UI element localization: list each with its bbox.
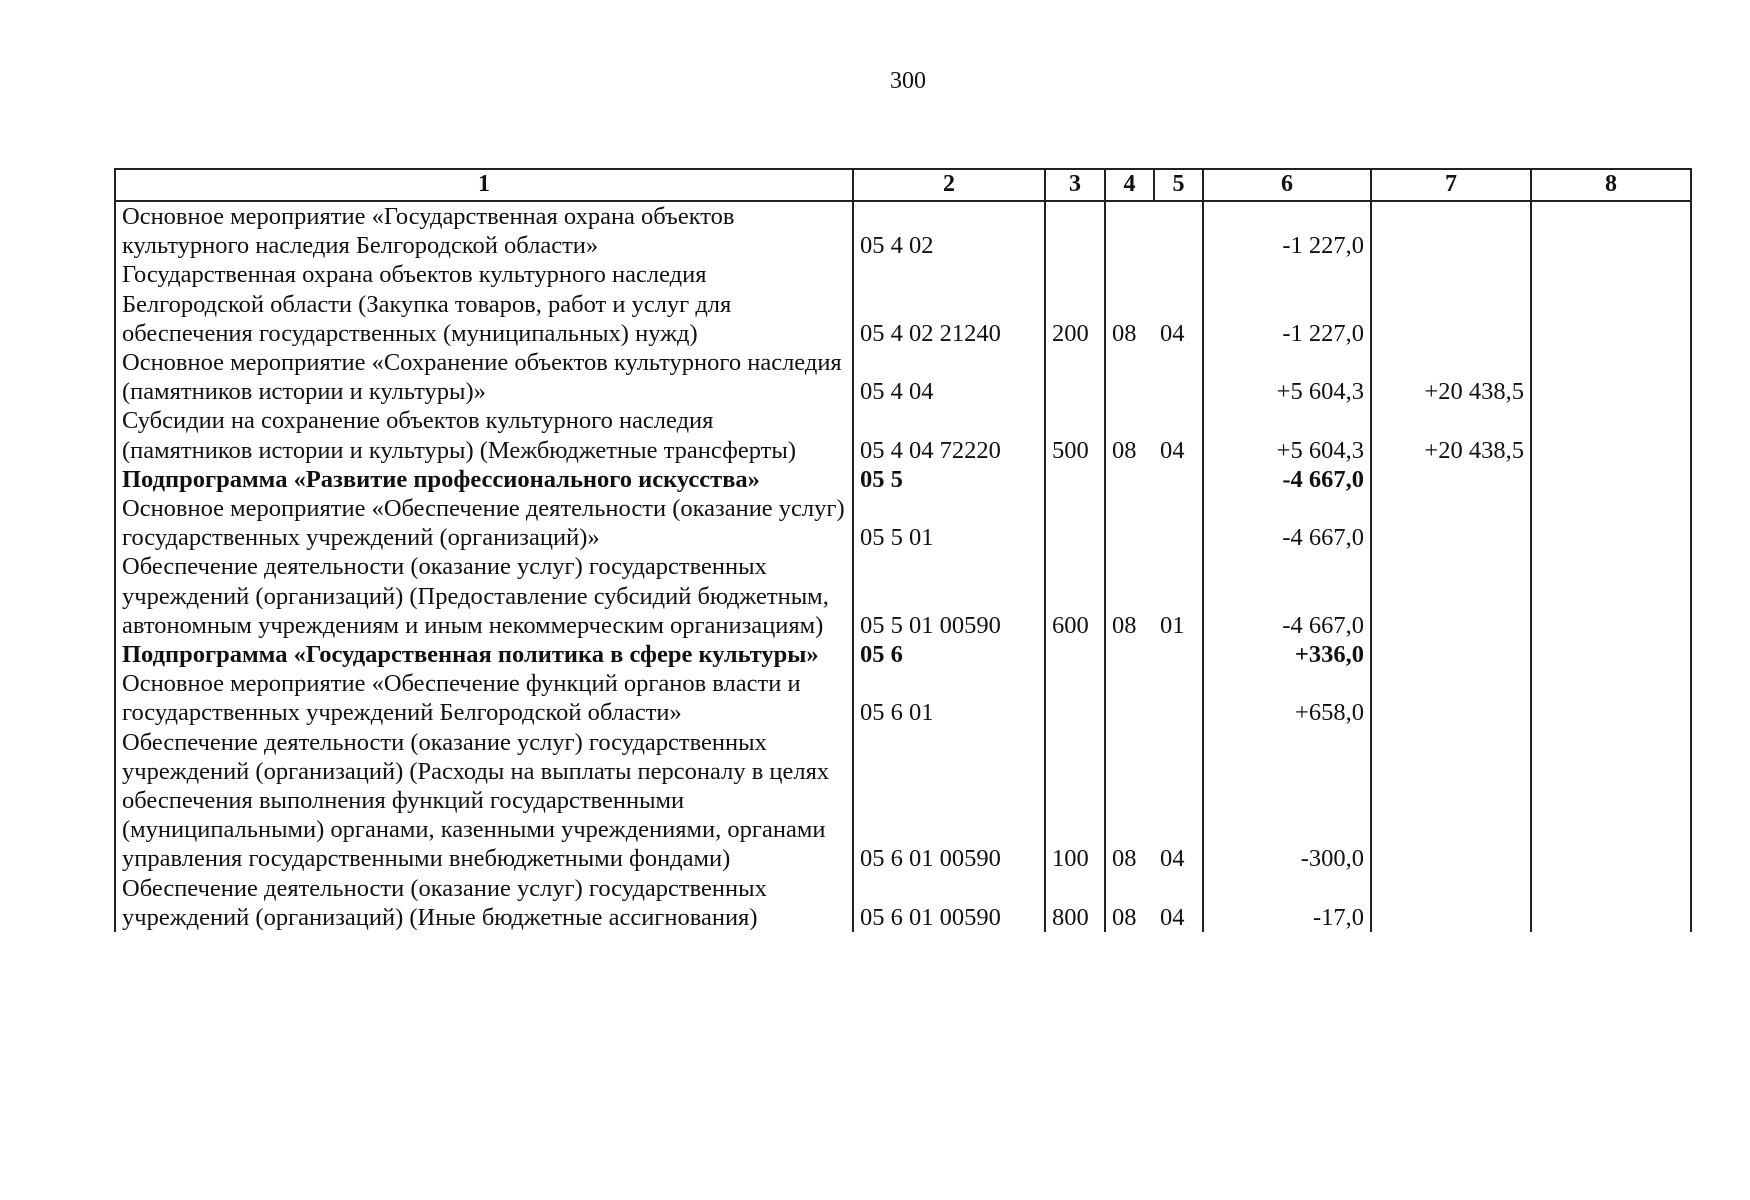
cell-col-7: +20 438,5 — [1371, 406, 1531, 464]
cell-col-7 — [1371, 640, 1531, 669]
cell-col-6: +658,0 — [1203, 669, 1371, 727]
cell-name: Подпрограмма «Государственная политика в сфере культуры» — [115, 640, 853, 669]
cell-code: 05 6 — [853, 640, 1045, 669]
cell-col-4 — [1105, 201, 1154, 260]
cell-col-7: +20 438,5 — [1371, 348, 1531, 406]
cell-col-7 — [1371, 260, 1531, 348]
table-row — [115, 201, 1691, 260]
cell-name: Государственная охрана объектов культурного наследия Белгородской области (Закупка товаров, работ и услуг для обеспечения государственных (муниципальных) нужд) — [115, 260, 853, 348]
header-col-3: 3 — [1045, 169, 1105, 201]
cell-col-6: -4 667,0 — [1203, 465, 1371, 494]
cell-col-8 — [1531, 201, 1691, 260]
cell-col-5: 04 — [1160, 436, 1185, 464]
cell-code: 05 4 02 21240 — [853, 260, 1045, 348]
cell-code: 05 6 01 00590 — [853, 874, 1045, 932]
cell-col-8 — [1531, 406, 1691, 464]
cell-col-5 — [1154, 494, 1203, 552]
cell-col-3: 600 — [1045, 552, 1105, 640]
cell-col-4: 08 — [1112, 845, 1137, 873]
table-row — [115, 728, 1691, 874]
cell-name: Обеспечение деятельности (оказание услуг) государственных учреждений (организаций) (Предоставление субсидий бюджетным, автономным учреждениям и иным некоммерческим организациям) — [115, 552, 853, 640]
cell-col-5: 04 — [1160, 319, 1185, 347]
cell-code: 05 4 04 72220 — [853, 406, 1045, 464]
cell-col-4 — [1105, 494, 1154, 552]
cell-col-8 — [1531, 669, 1691, 727]
header-row — [115, 169, 1691, 201]
table-row — [115, 552, 1691, 640]
cell-col-3 — [1045, 348, 1105, 406]
cell-col-3: 800 — [1045, 874, 1105, 932]
cell-col-3: 200 — [1045, 260, 1105, 348]
cell-col-8 — [1531, 465, 1691, 494]
header-col-6: 6 — [1203, 169, 1371, 201]
cell-col-8 — [1531, 874, 1691, 932]
cell-col-7 — [1371, 669, 1531, 727]
table-row — [115, 494, 1691, 552]
cell-col-6: -1 227,0 — [1203, 260, 1371, 348]
cell-code: 05 6 01 00590 — [853, 728, 1045, 874]
cell-name: Основное мероприятие «Сохранение объектов культурного наследия (памятников истории и культуры)» — [115, 348, 853, 406]
cell-col-6: -4 667,0 — [1203, 552, 1371, 640]
cell-col-6: -17,0 — [1203, 874, 1371, 932]
cell-col-4: 08 — [1112, 319, 1137, 347]
cell-col-3: 500 — [1045, 406, 1105, 464]
header-col-8: 8 — [1531, 169, 1691, 201]
cell-col-8 — [1531, 728, 1691, 874]
cell-col-8 — [1531, 494, 1691, 552]
cell-col-4 — [1105, 348, 1154, 406]
cell-col-5: 04 — [1160, 903, 1185, 931]
cell-col-6: -300,0 — [1203, 728, 1371, 874]
cell-name: Основное мероприятие «Государственная охрана объектов культурного наследия Белгородской области» — [115, 201, 853, 260]
cell-col-3 — [1045, 201, 1105, 260]
cell-col-5 — [1154, 465, 1203, 494]
table-row — [115, 406, 1691, 464]
cell-col-4: 08 — [1112, 903, 1137, 931]
budget-table — [114, 168, 1692, 932]
budget-table-container — [114, 168, 1692, 932]
cell-name: Обеспечение деятельности (оказание услуг) государственных учреждений (организаций) (Расходы на выплаты персоналу в целях обеспечения выполнения функций государственными (муниципальными) органами, казенными учреждениями, органами управления государственными внебюджетными фондами) — [115, 728, 853, 874]
table-row — [115, 669, 1691, 727]
cell-col-7 — [1371, 465, 1531, 494]
cell-code: 05 5 — [853, 465, 1045, 494]
table-row — [115, 640, 1691, 669]
cell-col-7 — [1371, 201, 1531, 260]
cell-col-4: 08 — [1112, 436, 1137, 464]
cell-col-5 — [1154, 669, 1203, 727]
cell-col-7 — [1371, 728, 1531, 874]
cell-name: Подпрограмма «Развитие профессионального искусства» — [115, 465, 853, 494]
cell-col-5: 01 — [1160, 611, 1185, 639]
header-col-7: 7 — [1371, 169, 1531, 201]
cell-col-5: 04 — [1160, 845, 1185, 873]
header-col-5: 5 — [1154, 169, 1203, 201]
page-number: 300 — [890, 68, 926, 94]
cell-name: Основное мероприятие «Обеспечение деятельности (оказание услуг) государственных учреждений (организаций)» — [115, 494, 853, 552]
header-col-4: 4 — [1105, 169, 1154, 201]
cell-col-6: +5 604,3 — [1203, 348, 1371, 406]
cell-code: 05 6 01 — [853, 669, 1045, 727]
cell-col-4: 08 — [1112, 611, 1137, 639]
cell-name: Обеспечение деятельности (оказание услуг) государственных учреждений (организаций) (Иные бюджетные ассигнования) — [115, 874, 853, 932]
cell-col-4 — [1105, 640, 1154, 669]
cell-col-3 — [1045, 640, 1105, 669]
cell-col-8 — [1531, 552, 1691, 640]
cell-name: Основное мероприятие «Обеспечение функций органов власти и государственных учреждений Белгородской области» — [115, 669, 853, 727]
cell-col-7 — [1371, 874, 1531, 932]
cell-code: 05 4 04 — [853, 348, 1045, 406]
cell-col-6: -1 227,0 — [1203, 201, 1371, 260]
cell-col-6: +336,0 — [1203, 640, 1371, 669]
cell-col-3 — [1045, 669, 1105, 727]
cell-col-8 — [1531, 260, 1691, 348]
cell-col-8 — [1531, 348, 1691, 406]
cell-col-6: -4 667,0 — [1203, 494, 1371, 552]
cell-col-7 — [1371, 494, 1531, 552]
table-header — [115, 169, 1691, 201]
cell-code: 05 4 02 — [853, 201, 1045, 260]
table-row — [115, 348, 1691, 406]
cell-col-3 — [1045, 494, 1105, 552]
cell-name: Субсидии на сохранение объектов культурного наследия (памятников истории и культуры) (Межбюджетные трансферты) — [115, 406, 853, 464]
cell-col-3: 100 — [1045, 728, 1105, 874]
cell-col-8 — [1531, 640, 1691, 669]
header-col-1: 1 — [115, 169, 853, 201]
cell-col-4 — [1105, 465, 1154, 494]
header-col-2: 2 — [853, 169, 1045, 201]
cell-col-4 — [1105, 669, 1154, 727]
cell-code: 05 5 01 — [853, 494, 1045, 552]
cell-col-5 — [1154, 640, 1203, 669]
cell-code: 05 5 01 00590 — [853, 552, 1045, 640]
table-row — [115, 260, 1691, 348]
cell-col-3 — [1045, 465, 1105, 494]
table-row — [115, 465, 1691, 494]
cell-col-5 — [1154, 348, 1203, 406]
table-row — [115, 874, 1691, 932]
table-body — [115, 201, 1691, 932]
cell-col-5 — [1154, 201, 1203, 260]
cell-col-7 — [1371, 552, 1531, 640]
cell-col-6: +5 604,3 — [1203, 406, 1371, 464]
